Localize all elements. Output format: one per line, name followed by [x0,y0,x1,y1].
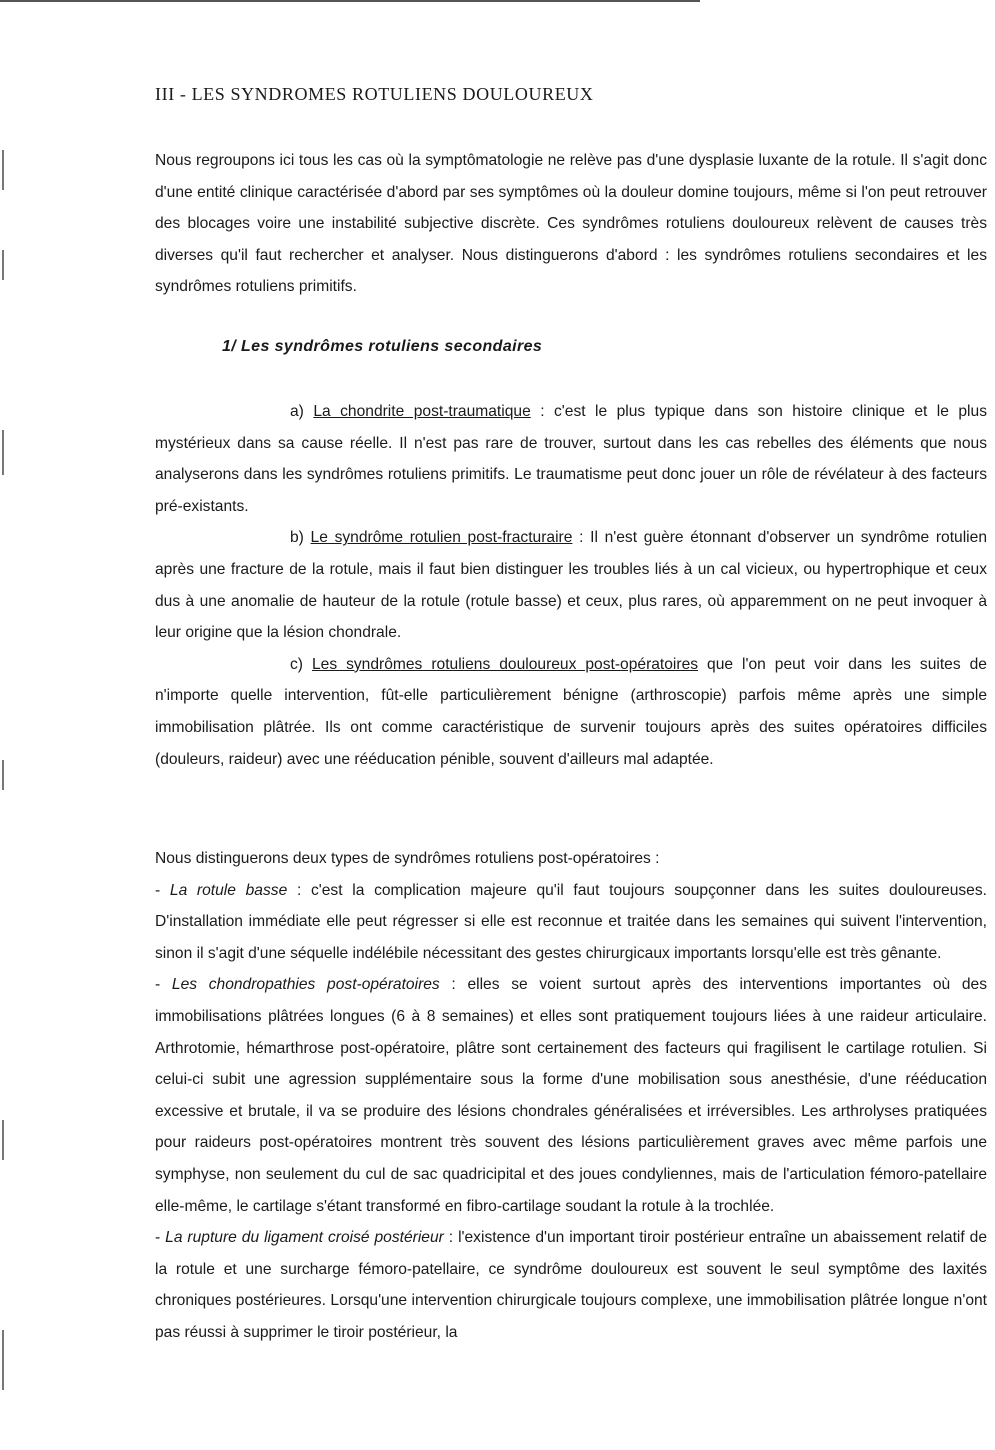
type2-text: : elles se voient surtout après des interventions importantes où des immobilisations plâtrées longues (6 à 8 semaines) et elles sont pratiquement toujours liées à une raideur articulaire. Arthrotomie, hémarthrose post-opératoire, plâtre sont certainement des facteurs qui fragilisent le cartilage rotulien. Si celui-ci subit une agression supplémentaire sous la forme d'une mobilisation sous anesthésie, d'une rééducation excessive et brutale, il va se produire des lésions chondrales généralisées et irréversibles. Les arthrolyses pratiquées pour raideurs post-opératoires montrent très souvent des lésions particulièrement graves avec même parfois une symphyse, non seulement du cul de sac quadricipital et des joues condyliennes, mais de l'articulation fémoro-patellaire elle-même, le cartilage s'étant transformé en fibro-cartilage soudant la rotule à la trochlée. [155,976,987,1215]
item-b-text: : Il n'est guère étonnant d'observer un syndrôme rotulien après une fracture de la rotule, mais il faut bien distinguer les troubles liés à un cal vicieux, ou hypertrophique et ceux dus à une anomalie de hauteur de la rotule (rotule basse) et ceux, plus rares, où apparemment on ne peut invoquer à leur origine que la lésion chondrale. [155,529,987,642]
scan-margin-mark [2,1330,4,1390]
type2-term: Les chondropathies post-opératoires [171,976,440,994]
scan-top-border [0,0,700,2]
item-a-term: La chondrite post-traumatique [313,403,531,420]
post-operative-types-block [155,843,987,1349]
item-c-term: Les syndrômes rotuliens douloureux post-opératoires [311,655,699,673]
scan-margin-mark [2,150,4,190]
scan-margin-mark [2,760,4,790]
types-intro: Nous distinguerons deux types de syndrômes rotuliens post-opératoires : [155,850,660,867]
scan-margin-mark [2,430,4,475]
type3-prefix: - [155,1229,166,1247]
type2-prefix: - [155,976,172,994]
item-a-paragraph [155,396,987,522]
secondary-syndromes-block [155,396,987,775]
type1-prefix: - [155,881,170,899]
item-c-text: que l'on peut voir dans les suites de n'importe quelle intervention, fût-elle particulièrement bénigne (arthroscopie) parfois même après une simple immobilisation plâtrée. Ils ont comme caractéristique de survenir toujours après des suites opératoires difficiles (douleurs, raideur) avec une rééducation pénible, souvent d'ailleurs mal adaptée. [155,655,987,768]
item-a-prefix: a) [290,403,314,420]
item-b-paragraph [155,522,987,648]
section-heading: 1/ Les syndrômes rotuliens secondaires [222,338,543,355]
type3-text: : l'existence d'un important tiroir postérieur entraîne un abaissement relatif de la rotule et une surcharge fémoro-patellaire, ce syndrôme douloureux est souvent le seul symptôme des laxités chroniques postérieures. Lorsqu'une intervention chirurgicale toujours complexe, une immobilisation plâtrée longue n'ont pas réussi à supprimer le tiroir postérieur, la [155,1229,987,1341]
scan-margin-mark [2,1120,4,1160]
item-b-term: Le syndrôme rotulien post-fracturaire [310,529,573,547]
type-chondropathies [155,969,987,1222]
item-a-text: : c'est le plus typique dans son histoire clinique et le plus mystérieux dans sa cause réelle. Il n'est pas rare de trouver, surtout dans les cas rebelles des éléments que nous analyserons dans les syndrômes rotuliens primitifs. Le traumatisme peut donc jouer un rôle de révélateur à des facteurs pré-existants. [155,403,987,515]
item-c-prefix: c) [290,655,312,673]
type-rupture-lcp [155,1222,987,1348]
scan-margin-mark [2,250,4,280]
page-title: III - LES SYNDROMES ROTULIENS DOULOUREUX [155,84,594,104]
item-b-prefix: b) [290,529,311,547]
type-rotule-basse [155,875,987,970]
intro-block [155,145,987,303]
intro-paragraph: Nous regroupons ici tous les cas où la symptômatologie ne relève pas d'une dysplasie luxante de la rotule. Il s'agit donc d'une entité clinique caractérisée d'abord par ses symptômes où la douleur domine toujours, même si l'on peut retrouver des blocages voire une instabilité subjective discrète. Ces syndrômes rotuliens douloureux relèvent de causes très diverses qu'il faut rechercher et analyser. Nous distinguerons d'abord : les syndrômes rotuliens secondaires et les syndrômes rotuliens primitifs. [155,152,987,296]
item-c-paragraph [155,649,987,775]
type1-term: La rotule basse [169,881,288,899]
type3-term: La rupture du ligament croisé postérieur [165,1229,444,1247]
type1-text: : c'est la complication majeure qu'il faut toujours soupçonner dans les suites douloureuses. D'installation immédiate elle peut régresser si elle est reconnue et traitée dans les semaines qui suivent l'intervention, sinon il s'agit d'une séquelle indélébile nécessitant des gestes chirurgicaux importants lorsqu'elle est très gênante. [155,881,987,962]
